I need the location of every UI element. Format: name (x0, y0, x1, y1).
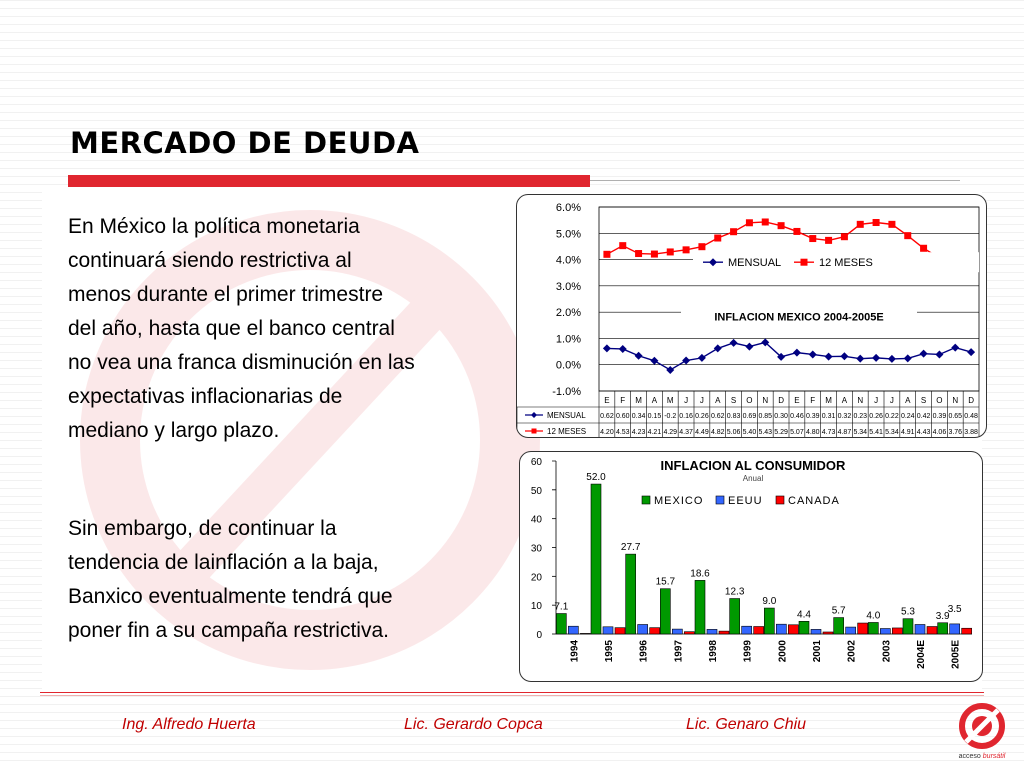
table-cell-value: 0.31 (821, 413, 836, 420)
logo-word-bursatil: bursátil (982, 753, 1006, 760)
bar-canada (615, 628, 625, 634)
logo-word-acceso: acceso (958, 753, 981, 760)
bar-mexico (903, 619, 913, 634)
bar-eeuu (638, 624, 648, 634)
x-category-label: 2002 (846, 640, 858, 663)
table-cell-value: -0.2 (664, 413, 677, 420)
data-point-12-meses (603, 251, 610, 258)
x-category-label: J (684, 396, 689, 405)
bar-chart-title: INFLACION AL CONSUMIDOR (660, 458, 846, 473)
table-legend-marker-mensual (531, 412, 537, 418)
data-point-12-meses (635, 250, 642, 257)
bar-eeuu (742, 626, 752, 634)
bar-canada (754, 627, 764, 634)
x-category-label: S (920, 396, 927, 405)
plot-area (599, 207, 979, 391)
title-divider-line (590, 180, 960, 181)
bar-mexico (938, 623, 948, 634)
x-category-label: M (635, 396, 642, 405)
x-category-label: E (794, 396, 800, 405)
legend-label-canada: CANADA (788, 495, 840, 507)
x-category-label: J (699, 396, 704, 405)
x-category-label: M (825, 396, 832, 405)
bar-canada (962, 628, 972, 634)
data-point-12-meses (683, 246, 690, 253)
bar-mexico (868, 622, 878, 634)
data-point-12-meses (873, 219, 880, 226)
data-label-mexico: 5.3 (901, 606, 915, 618)
data-point-12-meses (651, 251, 658, 258)
data-point-12-meses (841, 233, 848, 240)
table-cell-value: 4.73 (821, 429, 836, 436)
data-point-12-meses (714, 235, 721, 242)
y-tick-label: 20 (530, 572, 542, 584)
table-cell-value: 4.82 (710, 429, 725, 436)
x-category-label: 2004E (916, 640, 927, 669)
x-category-label: N (857, 396, 864, 405)
legend-swatch-mexico (642, 496, 650, 504)
x-category-label: E (604, 396, 610, 405)
data-point-12-meses (746, 219, 753, 226)
logo-wordmark (948, 753, 1016, 760)
bar-canada (719, 631, 729, 634)
table-cell-value: 4.20 (600, 429, 614, 436)
table-cell-value: 4.49 (695, 429, 709, 436)
text-line: continuará siendo restrictiva al (68, 249, 352, 272)
data-point-12-meses (730, 228, 737, 235)
bar-eeuu (568, 626, 578, 634)
table-cell-value: 0.23 (853, 413, 868, 420)
table-cell-value: 0.83 (726, 413, 741, 420)
table-cell-value: 4.53 (615, 429, 630, 436)
bar-mexico (591, 484, 601, 634)
data-label-mexico: 4.0 (866, 610, 881, 622)
bar-mexico (556, 614, 566, 634)
y-tick-label: 1.0% (555, 333, 581, 346)
y-tick-label: 60 (530, 457, 542, 468)
table-cell-value: 4.29 (663, 429, 678, 436)
y-tick-label: 6.0% (555, 202, 581, 214)
x-category-label: N (762, 396, 769, 405)
text-line: En México la política monetaria (68, 215, 360, 238)
inflation-line-chart (516, 194, 987, 438)
bar-eeuu (880, 629, 890, 634)
legend-swatch-canada (776, 496, 784, 504)
data-point-12-meses (920, 245, 927, 252)
table-cell-value: 0.48 (964, 413, 978, 420)
legend-label-eeuu: EEUU (728, 495, 763, 507)
y-tick-label: 0.0% (555, 359, 581, 372)
x-category-label: 1997 (673, 640, 685, 663)
bar-mexico (626, 554, 636, 634)
table-cell-value: 0.39 (932, 413, 947, 420)
text-line: Sin embargo, de continuar la (68, 517, 337, 540)
table-cell-value: 5.34 (885, 429, 899, 436)
y-tick-label: 5.0% (555, 228, 581, 241)
bar-canada (684, 632, 694, 634)
x-category-label: 2003 (881, 640, 893, 663)
bar-mexico (660, 589, 670, 634)
bar-eeuu (915, 624, 925, 634)
slide-title: MERCADO DE DEUDA (70, 126, 420, 160)
x-category-label: J (889, 396, 894, 405)
bar-eeuu (672, 629, 682, 634)
y-tick-label: 2.0% (555, 307, 581, 320)
x-category-label: 2005E (950, 640, 962, 669)
table-cell-value: 0.26 (695, 413, 709, 420)
x-category-label: 1999 (742, 640, 754, 663)
table-cell-value: 4.37 (679, 429, 693, 436)
bar-mexico (799, 621, 809, 634)
x-category-label: 1996 (638, 640, 650, 663)
data-label-mexico: 9.0 (762, 596, 777, 608)
bar-mexico (730, 599, 740, 634)
footer-divider (40, 692, 984, 693)
bar-canada (788, 625, 798, 634)
y-tick-label: 30 (530, 543, 542, 555)
table-cell-value: 5.07 (790, 429, 804, 436)
y-tick-label: 3.0% (555, 280, 581, 293)
x-category-label: 2001 (812, 640, 823, 663)
x-category-label: A (651, 396, 658, 405)
y-tick-label: 10 (530, 601, 542, 613)
table-cell-value: 4.80 (805, 429, 820, 436)
x-category-label: D (968, 396, 974, 405)
table-cell-value: 3.76 (948, 429, 963, 436)
data-point-12-meses (762, 218, 769, 225)
bar-canada (927, 627, 937, 634)
table-cell-value: 4.06 (932, 429, 947, 436)
x-category-label: F (810, 396, 816, 405)
x-category-label: F (620, 396, 626, 405)
table-row-label: 12 MESES (547, 427, 587, 436)
table-cell-value: 4.91 (900, 429, 915, 436)
table-cell-value: 5.41 (869, 429, 883, 436)
data-point-12-meses (904, 232, 911, 239)
bar-mexico (764, 608, 774, 634)
table-cell-value: 0.15 (647, 413, 662, 420)
bar-chart-subtitle: Anual (742, 474, 764, 483)
bar-eeuu (603, 627, 613, 634)
bar-eeuu (811, 629, 821, 634)
text-line: del año, hasta que el banco central (68, 317, 395, 340)
data-label-mexico: 15.7 (655, 576, 676, 588)
line-chart-title: INFLACION MEXICO 2004-2005E (714, 311, 884, 324)
table-cell-value: 0.60 (615, 413, 630, 420)
data-label-mexico: 4.4 (797, 609, 811, 621)
y-tick-label: 4.0% (555, 254, 581, 267)
table-cell-value: 0.32 (837, 413, 852, 420)
bar-chart-svg (520, 452, 982, 681)
table-cell-value: 4.21 (647, 429, 662, 436)
text-line: poner fin a su campaña restrictiva. (68, 619, 389, 642)
data-point-12-meses (825, 237, 832, 244)
x-category-label: D (778, 396, 784, 405)
text-line: mediano y largo plazo. (68, 419, 280, 442)
x-category-label: A (715, 396, 721, 405)
table-cell-value: 0.24 (900, 413, 915, 420)
data-label-mexico: 18.6 (690, 568, 710, 580)
bar-eeuu (707, 629, 717, 634)
table-cell-value: 0.85 (758, 413, 773, 420)
x-category-label: N (952, 396, 959, 405)
table-cell-value: 5.40 (742, 429, 757, 436)
table-cell-value: 5.43 (758, 429, 773, 436)
x-category-label: 1995 (604, 640, 615, 663)
y-tick-label: 0 (536, 630, 542, 641)
bar-canada (650, 628, 660, 634)
table-cell-value: 0.62 (710, 413, 725, 420)
data-point-12-meses (793, 228, 800, 235)
text-line: tendencia de lainflación a la baja, (68, 551, 379, 574)
x-category-label: J (874, 396, 879, 405)
footer-author-1: Ing. Alfredo Huerta (122, 716, 256, 733)
x-category-label: 1998 (708, 640, 719, 663)
legend-label-mensual: MENSUAL (728, 257, 782, 270)
table-legend-marker-12-meses (532, 429, 537, 434)
table-cell-value: 0.46 (790, 413, 804, 420)
table-cell-value: 5.34 (853, 429, 868, 436)
consumer-inflation-bar-chart (519, 451, 983, 682)
footer-author-2: Lic. Gerardo Copca (404, 716, 543, 733)
line-chart-svg (517, 195, 986, 437)
y-tick-label: 40 (530, 514, 542, 526)
data-label-mexico: 5.7 (831, 605, 846, 617)
text-line: menos durante el primer trimestre (68, 283, 384, 306)
table-cell-value: 0.34 (631, 413, 646, 420)
bar-eeuu (776, 624, 786, 634)
table-cell-value: 0.26 (869, 413, 883, 420)
x-category-label: S (730, 396, 737, 405)
title-underline-bar (68, 175, 590, 187)
data-point-12-meses (698, 243, 705, 250)
x-category-label: 1994 (569, 640, 581, 663)
table-cell-value: 0.65 (948, 413, 963, 420)
x-category-label: O (936, 396, 943, 405)
data-label-mexico: 27.7 (620, 542, 641, 554)
text-line: Banxico eventualmente tendrá que (68, 585, 393, 608)
table-row-label: MENSUAL (547, 411, 586, 420)
table-cell-value: 0.22 (885, 413, 899, 420)
data-point-12-meses (619, 242, 626, 249)
x-category-label: A (905, 396, 911, 405)
table-cell-value: 0.69 (742, 413, 757, 420)
data-point-12-meses (857, 221, 864, 228)
x-category-label: 2000 (777, 640, 789, 663)
data-point-12-meses (667, 248, 674, 255)
table-cell-value: 0.16 (679, 413, 693, 420)
paragraph-monetary-policy (68, 210, 498, 448)
data-label-eeuu: 3.5 (947, 603, 962, 615)
bar-canada (858, 623, 868, 634)
table-cell-value: 3.88 (964, 429, 978, 436)
x-category-label: M (666, 396, 674, 405)
table-cell-value: 5.29 (774, 429, 788, 436)
table-cell-value: 4.23 (631, 429, 646, 436)
bar-mexico (834, 618, 844, 634)
bar-eeuu (846, 627, 856, 634)
y-tick-label: -1.0% (552, 386, 581, 398)
data-point-12-meses (809, 235, 816, 242)
bar-eeuu (950, 624, 960, 634)
y-tick-label: 50 (530, 485, 542, 497)
x-category-label: O (746, 396, 753, 405)
data-point-12-meses (778, 222, 785, 229)
table-cell-value: 0.30 (774, 413, 788, 420)
x-category-label: A (841, 396, 848, 405)
legend-swatch-eeuu (716, 496, 724, 504)
table-cell-value: 0.39 (805, 413, 820, 420)
table-cell-value: 0.62 (600, 413, 614, 420)
table-cell-value: 5.06 (726, 429, 741, 436)
legend-marker-12-meses (801, 259, 808, 266)
bar-canada (823, 632, 833, 634)
legend-label-mexico: MEXICO (654, 495, 704, 507)
data-point-12-meses (888, 221, 895, 228)
footer-author-3: Lic. Genaro Chiu (686, 716, 807, 733)
bar-canada (580, 633, 590, 634)
paragraph-banxico (68, 512, 498, 648)
footer-divider-shadow (40, 695, 984, 696)
table-cell-value: 0.42 (916, 413, 931, 420)
text-line: expectativas inflacionarias de (68, 385, 343, 408)
data-label-mexico: 7.1 (554, 601, 569, 613)
table-cell-value: 4.43 (916, 429, 931, 436)
bar-mexico (695, 580, 705, 634)
data-label-mexico: 12.3 (724, 586, 745, 598)
data-label-mexico: 52.0 (586, 472, 606, 484)
legend-label-12-meses: 12 MESES (819, 257, 873, 270)
table-cell-value: 4.87 (837, 429, 852, 436)
data-label-mexico: 3.9 (935, 610, 950, 622)
text-line: no vea una franca disminución en las (68, 351, 415, 374)
bar-canada (892, 628, 902, 634)
